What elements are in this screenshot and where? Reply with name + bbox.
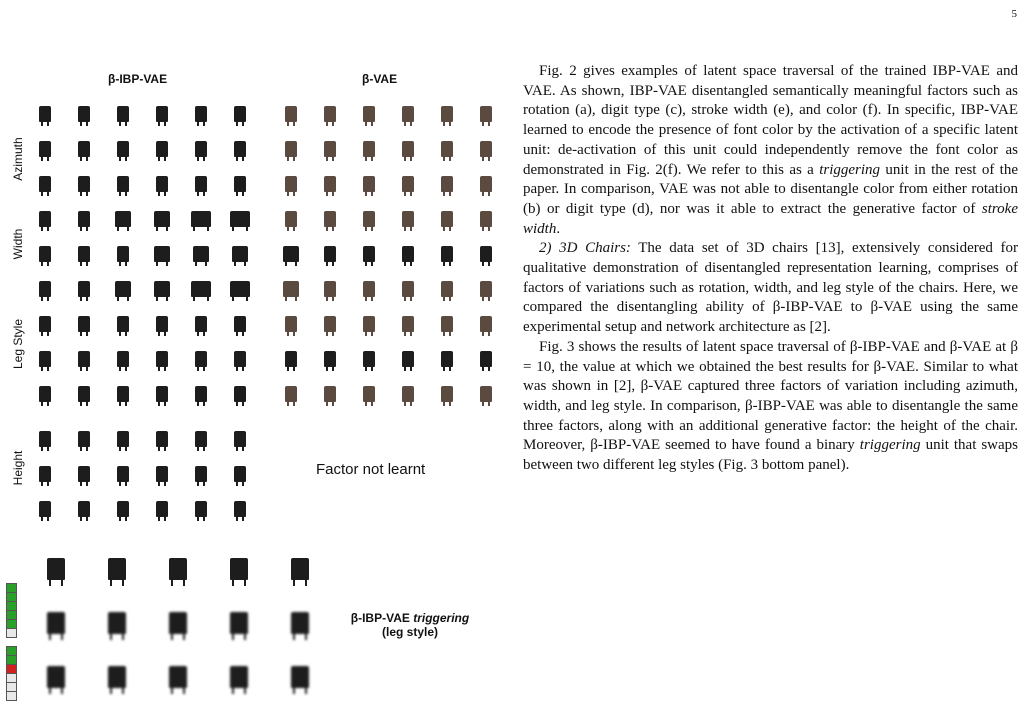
- chair-image: [349, 166, 388, 201]
- body-text: [523, 62, 1018, 476]
- chair-image: [349, 201, 388, 236]
- chair-image: [269, 542, 330, 596]
- chair-image: [427, 131, 466, 166]
- paragraph: [523, 239, 1018, 338]
- chair-image: [271, 271, 310, 306]
- chair-image: [220, 421, 259, 456]
- chair-image: [103, 306, 142, 341]
- paragraph-text: The data set of 3D chairs [13], extensively considered for qualitative demonstration of disentangled representation learning, comprises of factors of variations such as rotation, width, and leg style of the chairs. Here, we compared the disentangling ability of β-IBP-VAE to β-VAE using the same experimental setup and network architecture as [2].: [523, 240, 1019, 336]
- chair-image: [64, 306, 103, 341]
- chair-image: [220, 456, 259, 491]
- chair-image: [466, 236, 505, 271]
- chair-image: [271, 236, 310, 271]
- chair-image: [64, 456, 103, 491]
- beta-ibp-vae-height-grid: [25, 421, 259, 526]
- row-label-leg-style: Leg Style: [11, 318, 25, 370]
- paragraph-text: .: [556, 220, 561, 237]
- chair-image: [64, 236, 103, 271]
- chair-image: [25, 376, 64, 411]
- chair-image: [103, 376, 142, 411]
- chair-image: [220, 236, 259, 271]
- latent-activation-bar-top: [6, 583, 17, 637]
- row-label-width: Width: [11, 228, 25, 260]
- beta-ibp-vae-azimuth-grid: [25, 96, 259, 201]
- chair-image: [466, 376, 505, 411]
- chair-image: [25, 271, 64, 306]
- chair-image: [269, 650, 330, 704]
- chair-image: [25, 131, 64, 166]
- chair-image: [427, 236, 466, 271]
- chair-image: [103, 491, 142, 526]
- chair-image: [181, 166, 220, 201]
- chair-image: [220, 131, 259, 166]
- chair-image: [388, 271, 427, 306]
- chair-image: [310, 306, 349, 341]
- chair-image: [310, 96, 349, 131]
- page-number: 5: [1011, 8, 1017, 20]
- row-label-azimuth: Azimuth: [11, 137, 25, 181]
- chair-image: [86, 596, 147, 650]
- chair-image: [310, 131, 349, 166]
- triggering-panel-grid: [25, 542, 330, 704]
- chair-image: [25, 650, 86, 704]
- chair-image: [220, 271, 259, 306]
- chair-image: [181, 201, 220, 236]
- triggering-label-subtitle: (leg style): [381, 625, 438, 639]
- chair-image: [142, 201, 181, 236]
- paragraph: [523, 62, 1018, 239]
- chair-image: [466, 96, 505, 131]
- chair-image: [142, 456, 181, 491]
- chair-image: [271, 201, 310, 236]
- chair-image: [142, 131, 181, 166]
- chair-image: [181, 236, 220, 271]
- beta-vae-azimuth-grid: [271, 96, 505, 201]
- chair-image: [142, 271, 181, 306]
- chair-image: [25, 306, 64, 341]
- chair-image: [427, 166, 466, 201]
- paragraph-text: unit that swaps between two different leg styles (Fig. 3 bottom panel).: [523, 437, 1018, 474]
- chair-image: [181, 341, 220, 376]
- chair-image: [25, 491, 64, 526]
- chair-image: [220, 376, 259, 411]
- chair-image: [349, 376, 388, 411]
- chair-image: [25, 542, 86, 596]
- chair-image: [25, 421, 64, 456]
- chair-image: [220, 341, 259, 376]
- chair-image: [466, 271, 505, 306]
- chair-image: [466, 306, 505, 341]
- chair-image: [349, 306, 388, 341]
- factor-not-learnt-label: Factor not learnt: [316, 461, 426, 478]
- paragraph-text: unit in the rest of the paper. In comparison, VAE was not able to disentangle color from either rotation (b) or digit type (d), nor was it able to extract the generative factor of: [523, 161, 1019, 217]
- chair-image: [181, 491, 220, 526]
- chair-image: [142, 421, 181, 456]
- chair-image: [388, 166, 427, 201]
- triggering-label-prefix: β-IBP-VAE: [350, 611, 414, 625]
- chair-image: [220, 201, 259, 236]
- emphasis-text: triggering: [819, 161, 881, 178]
- column-heading-beta-vae: β-VAE: [362, 72, 398, 86]
- chair-image: [181, 131, 220, 166]
- chair-image: [388, 96, 427, 131]
- chair-image: [427, 271, 466, 306]
- chair-image: [466, 166, 505, 201]
- chair-image: [64, 201, 103, 236]
- chair-image: [310, 271, 349, 306]
- chair-image: [64, 421, 103, 456]
- chair-image: [103, 166, 142, 201]
- chair-image: [142, 306, 181, 341]
- chair-image: [181, 456, 220, 491]
- chair-image: [310, 341, 349, 376]
- chair-image: [208, 650, 269, 704]
- triggering-label-emphasis: triggering: [413, 611, 470, 625]
- chair-image: [388, 131, 427, 166]
- chair-image: [349, 236, 388, 271]
- chair-image: [271, 306, 310, 341]
- chair-image: [349, 131, 388, 166]
- chair-image: [181, 96, 220, 131]
- chair-image: [310, 166, 349, 201]
- chair-image: [103, 96, 142, 131]
- emphasis-text: stroke width: [523, 200, 1018, 237]
- chair-image: [427, 341, 466, 376]
- chair-image: [64, 376, 103, 411]
- triggering-panel-label: [335, 611, 485, 639]
- chair-image: [64, 166, 103, 201]
- chair-image: [388, 201, 427, 236]
- chair-image: [86, 650, 147, 704]
- chair-image: [181, 306, 220, 341]
- chair-image: [64, 271, 103, 306]
- chair-image: [147, 596, 208, 650]
- chair-image: [271, 341, 310, 376]
- chair-image: [271, 131, 310, 166]
- emphasis-text: triggering: [859, 437, 921, 454]
- chair-image: [25, 201, 64, 236]
- chair-image: [269, 596, 330, 650]
- chair-image: [466, 201, 505, 236]
- chair-image: [103, 201, 142, 236]
- chair-image: [25, 166, 64, 201]
- chair-image: [271, 166, 310, 201]
- chair-image: [25, 236, 64, 271]
- chair-image: [147, 650, 208, 704]
- chair-image: [103, 236, 142, 271]
- chair-image: [466, 341, 505, 376]
- chair-image: [427, 96, 466, 131]
- chair-image: [25, 596, 86, 650]
- chair-image: [220, 306, 259, 341]
- chair-image: [64, 131, 103, 166]
- column-heading-beta-ibp-vae: β-IBP-VAE: [108, 72, 168, 86]
- chair-image: [142, 491, 181, 526]
- chair-image: [388, 376, 427, 411]
- row-label-height: Height: [11, 450, 25, 486]
- chair-image: [388, 341, 427, 376]
- chair-image: [208, 542, 269, 596]
- paragraph: [523, 338, 1018, 476]
- chair-image: [349, 271, 388, 306]
- chair-image: [220, 491, 259, 526]
- chair-image: [271, 96, 310, 131]
- chair-image: [103, 456, 142, 491]
- beta-vae-width-grid: [271, 201, 505, 306]
- chair-image: [208, 596, 269, 650]
- chair-image: [86, 542, 147, 596]
- chair-image: [427, 306, 466, 341]
- chair-image: [64, 96, 103, 131]
- chair-image: [220, 96, 259, 131]
- chair-image: [310, 236, 349, 271]
- chair-image: [64, 491, 103, 526]
- chair-image: [103, 341, 142, 376]
- chair-image: [388, 236, 427, 271]
- chair-image: [142, 341, 181, 376]
- chair-image: [310, 201, 349, 236]
- chair-image: [103, 131, 142, 166]
- chair-image: [64, 341, 103, 376]
- chair-image: [25, 456, 64, 491]
- chair-image: [142, 376, 181, 411]
- chair-image: [310, 376, 349, 411]
- latent-activation-bar-bottom: [6, 646, 17, 700]
- chair-image: [25, 96, 64, 131]
- chair-image: [349, 96, 388, 131]
- chair-image: [142, 236, 181, 271]
- chair-image: [220, 166, 259, 201]
- beta-ibp-vae-width-grid: [25, 201, 259, 306]
- chair-image: [271, 376, 310, 411]
- chair-image: [181, 421, 220, 456]
- section-heading: 2) 3D Chairs:: [539, 240, 631, 257]
- chair-image: [388, 306, 427, 341]
- chair-image: [181, 376, 220, 411]
- chair-image: [427, 376, 466, 411]
- chair-image: [147, 542, 208, 596]
- paragraph-text: Fig. 2 gives examples of latent space traversal of the trained IBP-VAE and VAE. As shown, IBP-VAE disentangled semantically meaningful factors such as rotation (a), digit type (c), stroke width (e), and color (f). In specific, IBP-VAE learned to encode the presence of font color by the activation of a specific latent unit: de-activation of this unit could independently remove the font color as demonstrated in Fig. 2(f). We refer to this as a: [523, 63, 1018, 178]
- chair-image: [25, 341, 64, 376]
- chair-image: [427, 201, 466, 236]
- chair-image: [103, 421, 142, 456]
- chair-image: [103, 271, 142, 306]
- paragraph-text: Fig. 3 shows the results of latent space traversal of β-IBP-VAE and β-VAE at β = 10, the value at which we obtained the best results for β-VAE. Similar to what was shown in [2], β-VAE captured three factors of variation including azimuth, width, and leg style. In comparison, β-IBP-VAE was able to disentangle the same three factors, along with an additional generative factor: the height of the chair. Moreover, β-IBP-VAE seemed to have found a binary: [523, 338, 1018, 454]
- chair-image: [349, 341, 388, 376]
- beta-ibp-vae-leg-style-grid: [25, 306, 259, 411]
- chair-image: [466, 131, 505, 166]
- beta-vae-leg-style-grid: [271, 306, 505, 411]
- chair-image: [142, 166, 181, 201]
- chair-image: [142, 96, 181, 131]
- chair-image: [181, 271, 220, 306]
